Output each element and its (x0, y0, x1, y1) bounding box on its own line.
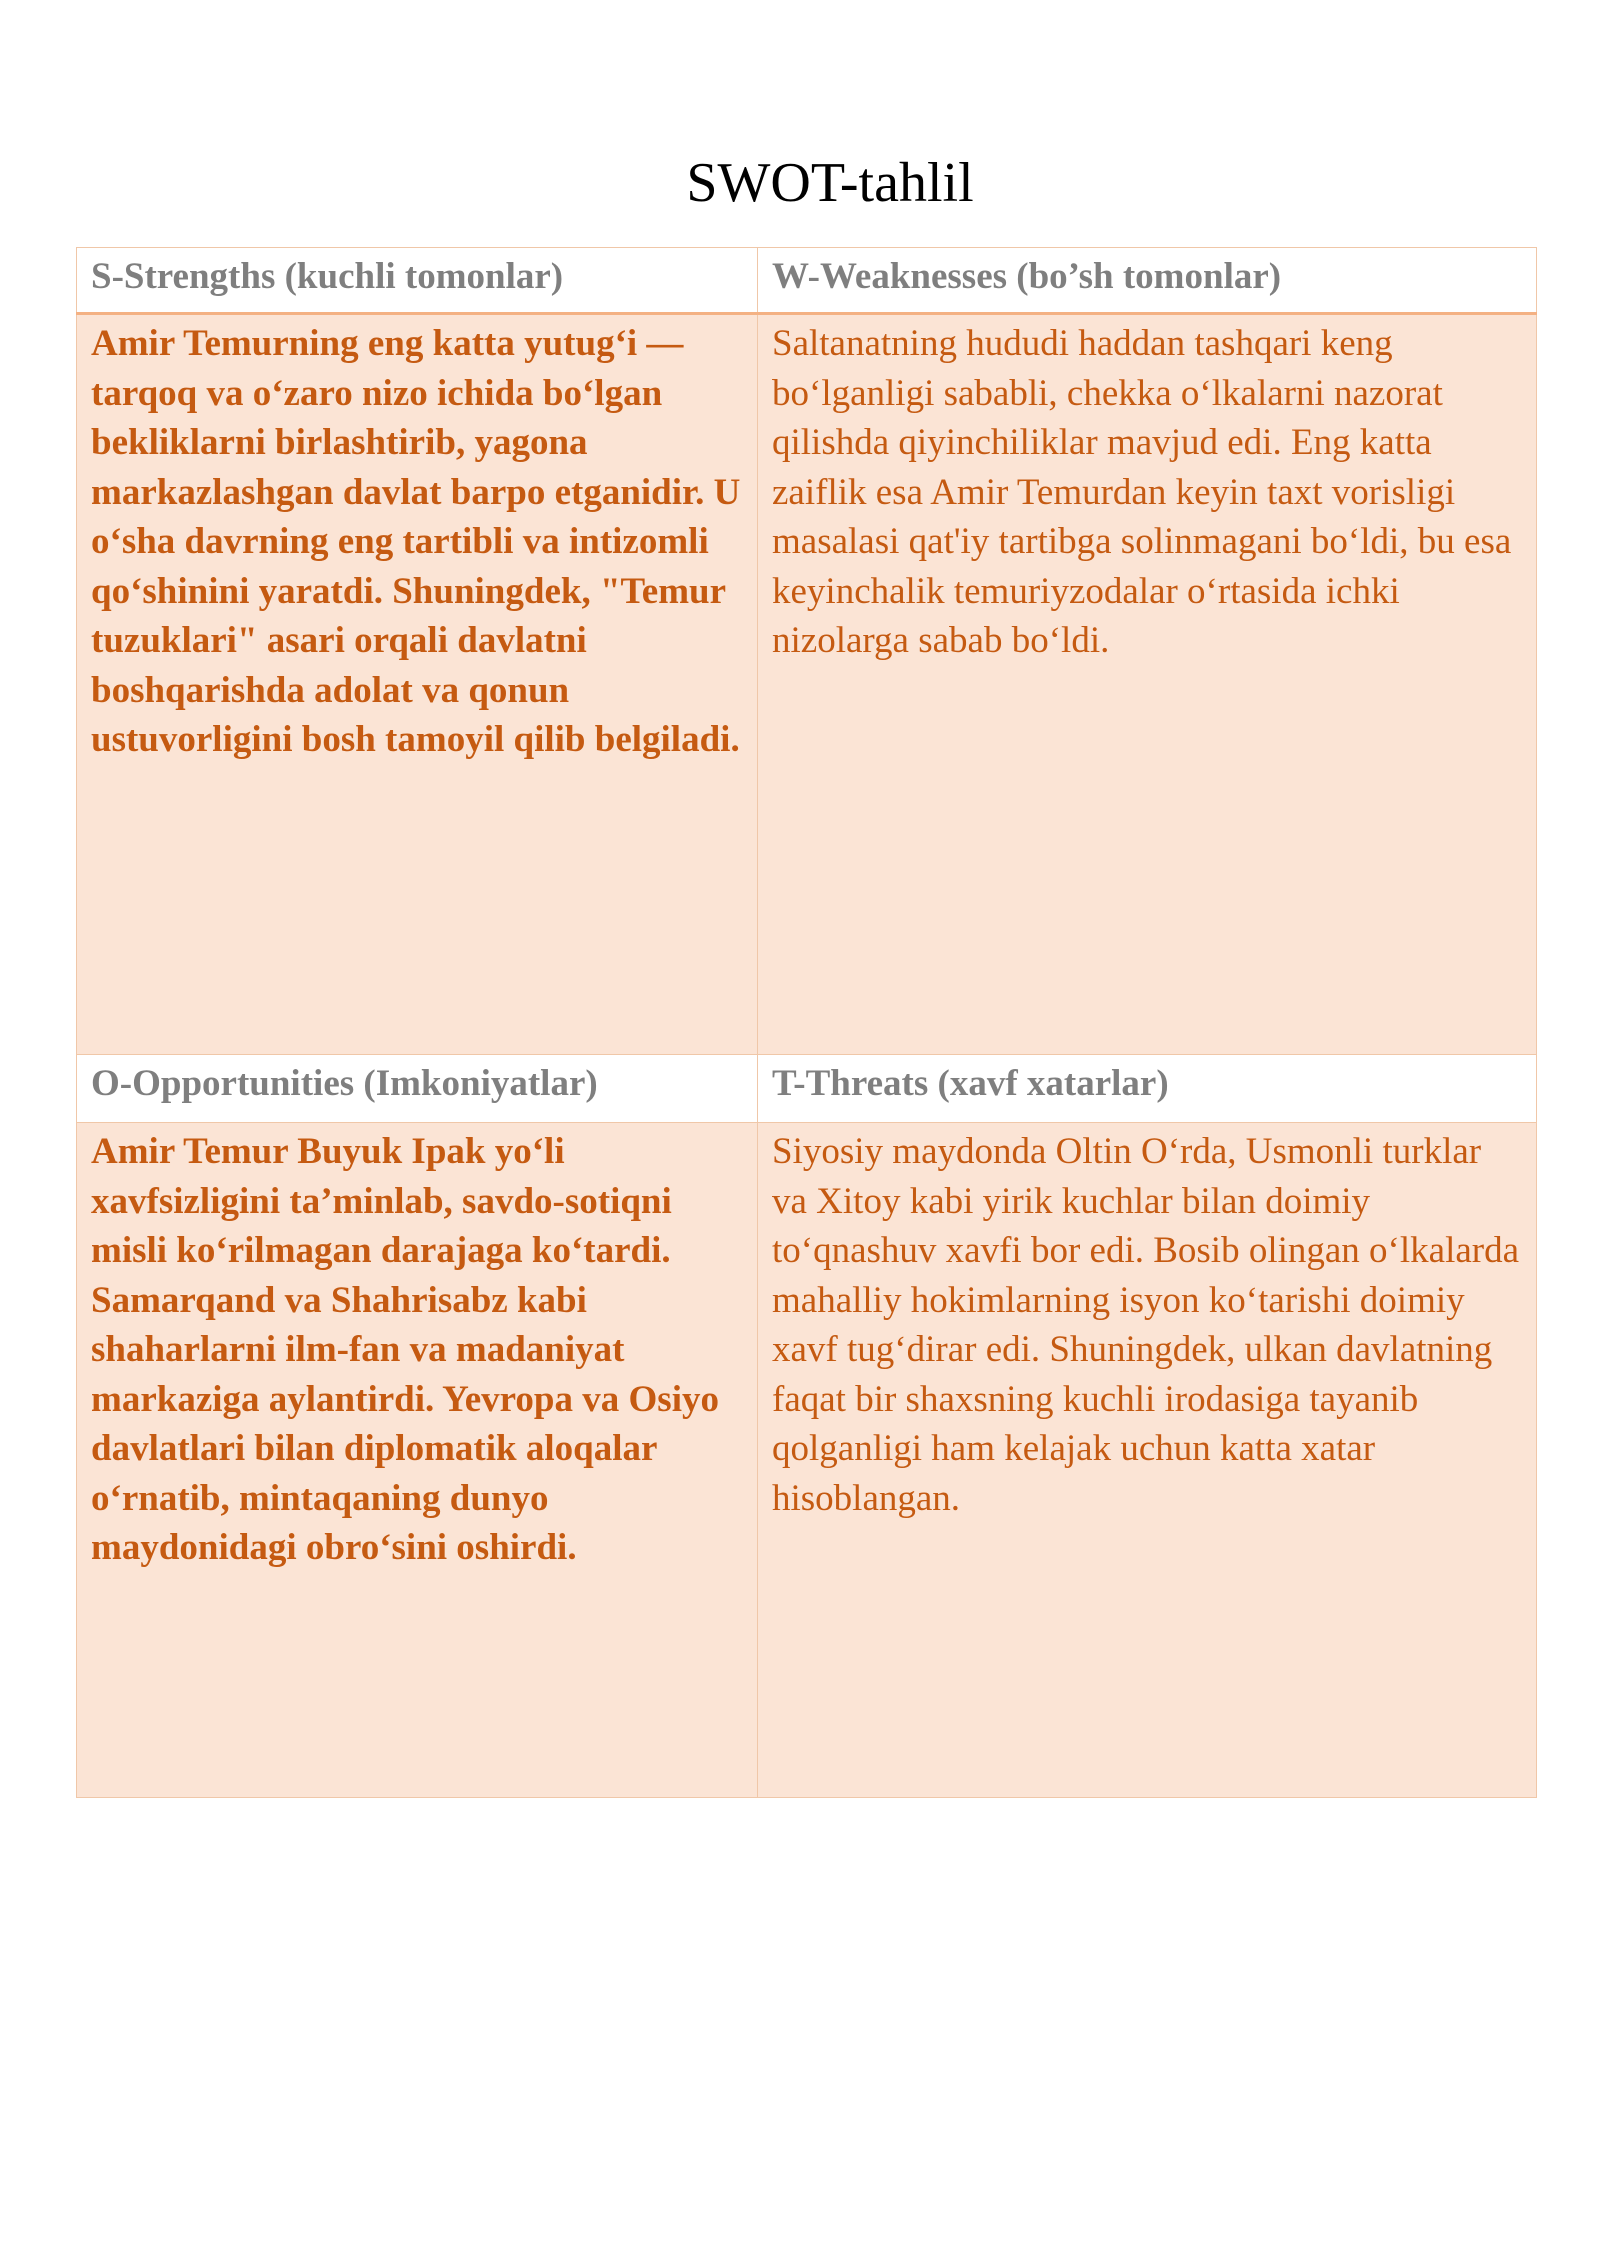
threats-heading: T-Threats (xavf xatarlar) (758, 1055, 1537, 1123)
threats-text: Siyosiy maydonda Oltin O‘rda, Usmonli turklar va Xitoy kabi yirik kuchlar bilan doimiy to‘qnashuv xavfi bor edi. Bosib olingan o‘lkalarda mahalliy hokimlarning isyon ko‘tarishi doimiy xavf tug‘dirar edi. Shuningdek, ulkan davlatning faqat bir shaxsning kuchli irodasiga tayanib qolganligi ham kelajak uchun katta xatar hisoblangan. (758, 1123, 1537, 1798)
strengths-heading: S-Strengths (kuchli tomonlar) (77, 248, 758, 314)
swot-body-row-bottom (77, 1123, 1537, 1798)
weaknesses-text: Saltanatning hududi haddan tashqari keng bo‘lganligi sababli, chekka o‘lkalarni nazorat qilishda qiyinchiliklar mavjud edi. Eng katta zaiflik esa Amir Temurdan keyin taxt vorisligi masalasi qat'iy tartibga solinmagani bo‘ldi, bu esa keyinchalik temuriyzodalar o‘rtasida ichki nizolarga sabab bo‘ldi. (758, 314, 1537, 1055)
swot-body-row-top (77, 314, 1537, 1055)
strengths-text: Amir Temurning eng katta yutug‘i — tarqoq va o‘zaro nizo ichida bo‘lgan bekliklarni birlashtirib, yagona markazlashgan davlat barpo etganidir. U o‘sha davrning eng tartibli va intizomli qo‘shinini yaratdi. Shuningdek, "Temur tuzuklari" asari orqali davlatni boshqarishda adolat va qonun ustuvorligini bosh tamoyil qilib belgiladi. (77, 314, 758, 1055)
swot-header-row-top (77, 248, 1537, 314)
opportunities-text: Amir Temur Buyuk Ipak yo‘li xavfsizligini ta’minlab, savdo-sotiqni misli ko‘rilmagan darajaga ko‘tardi. Samarqand va Shahrisabz kabi shaharlarni ilm-fan va madaniyat markaziga aylantirdi. Yevropa va Osiyo davlatlari bilan diplomatik aloqalar o‘rnatib, mintaqaning dunyo maydonidagi obro‘sini oshirdi. (77, 1123, 758, 1798)
page-title: SWOT-tahlil (686, 152, 974, 214)
weaknesses-heading: W-Weaknesses (bo’sh tomonlar) (758, 248, 1537, 314)
swot-header-row-bottom (77, 1055, 1537, 1123)
opportunities-heading: O-Opportunities (Imkoniyatlar) (77, 1055, 758, 1123)
swot-table (76, 247, 1537, 1798)
